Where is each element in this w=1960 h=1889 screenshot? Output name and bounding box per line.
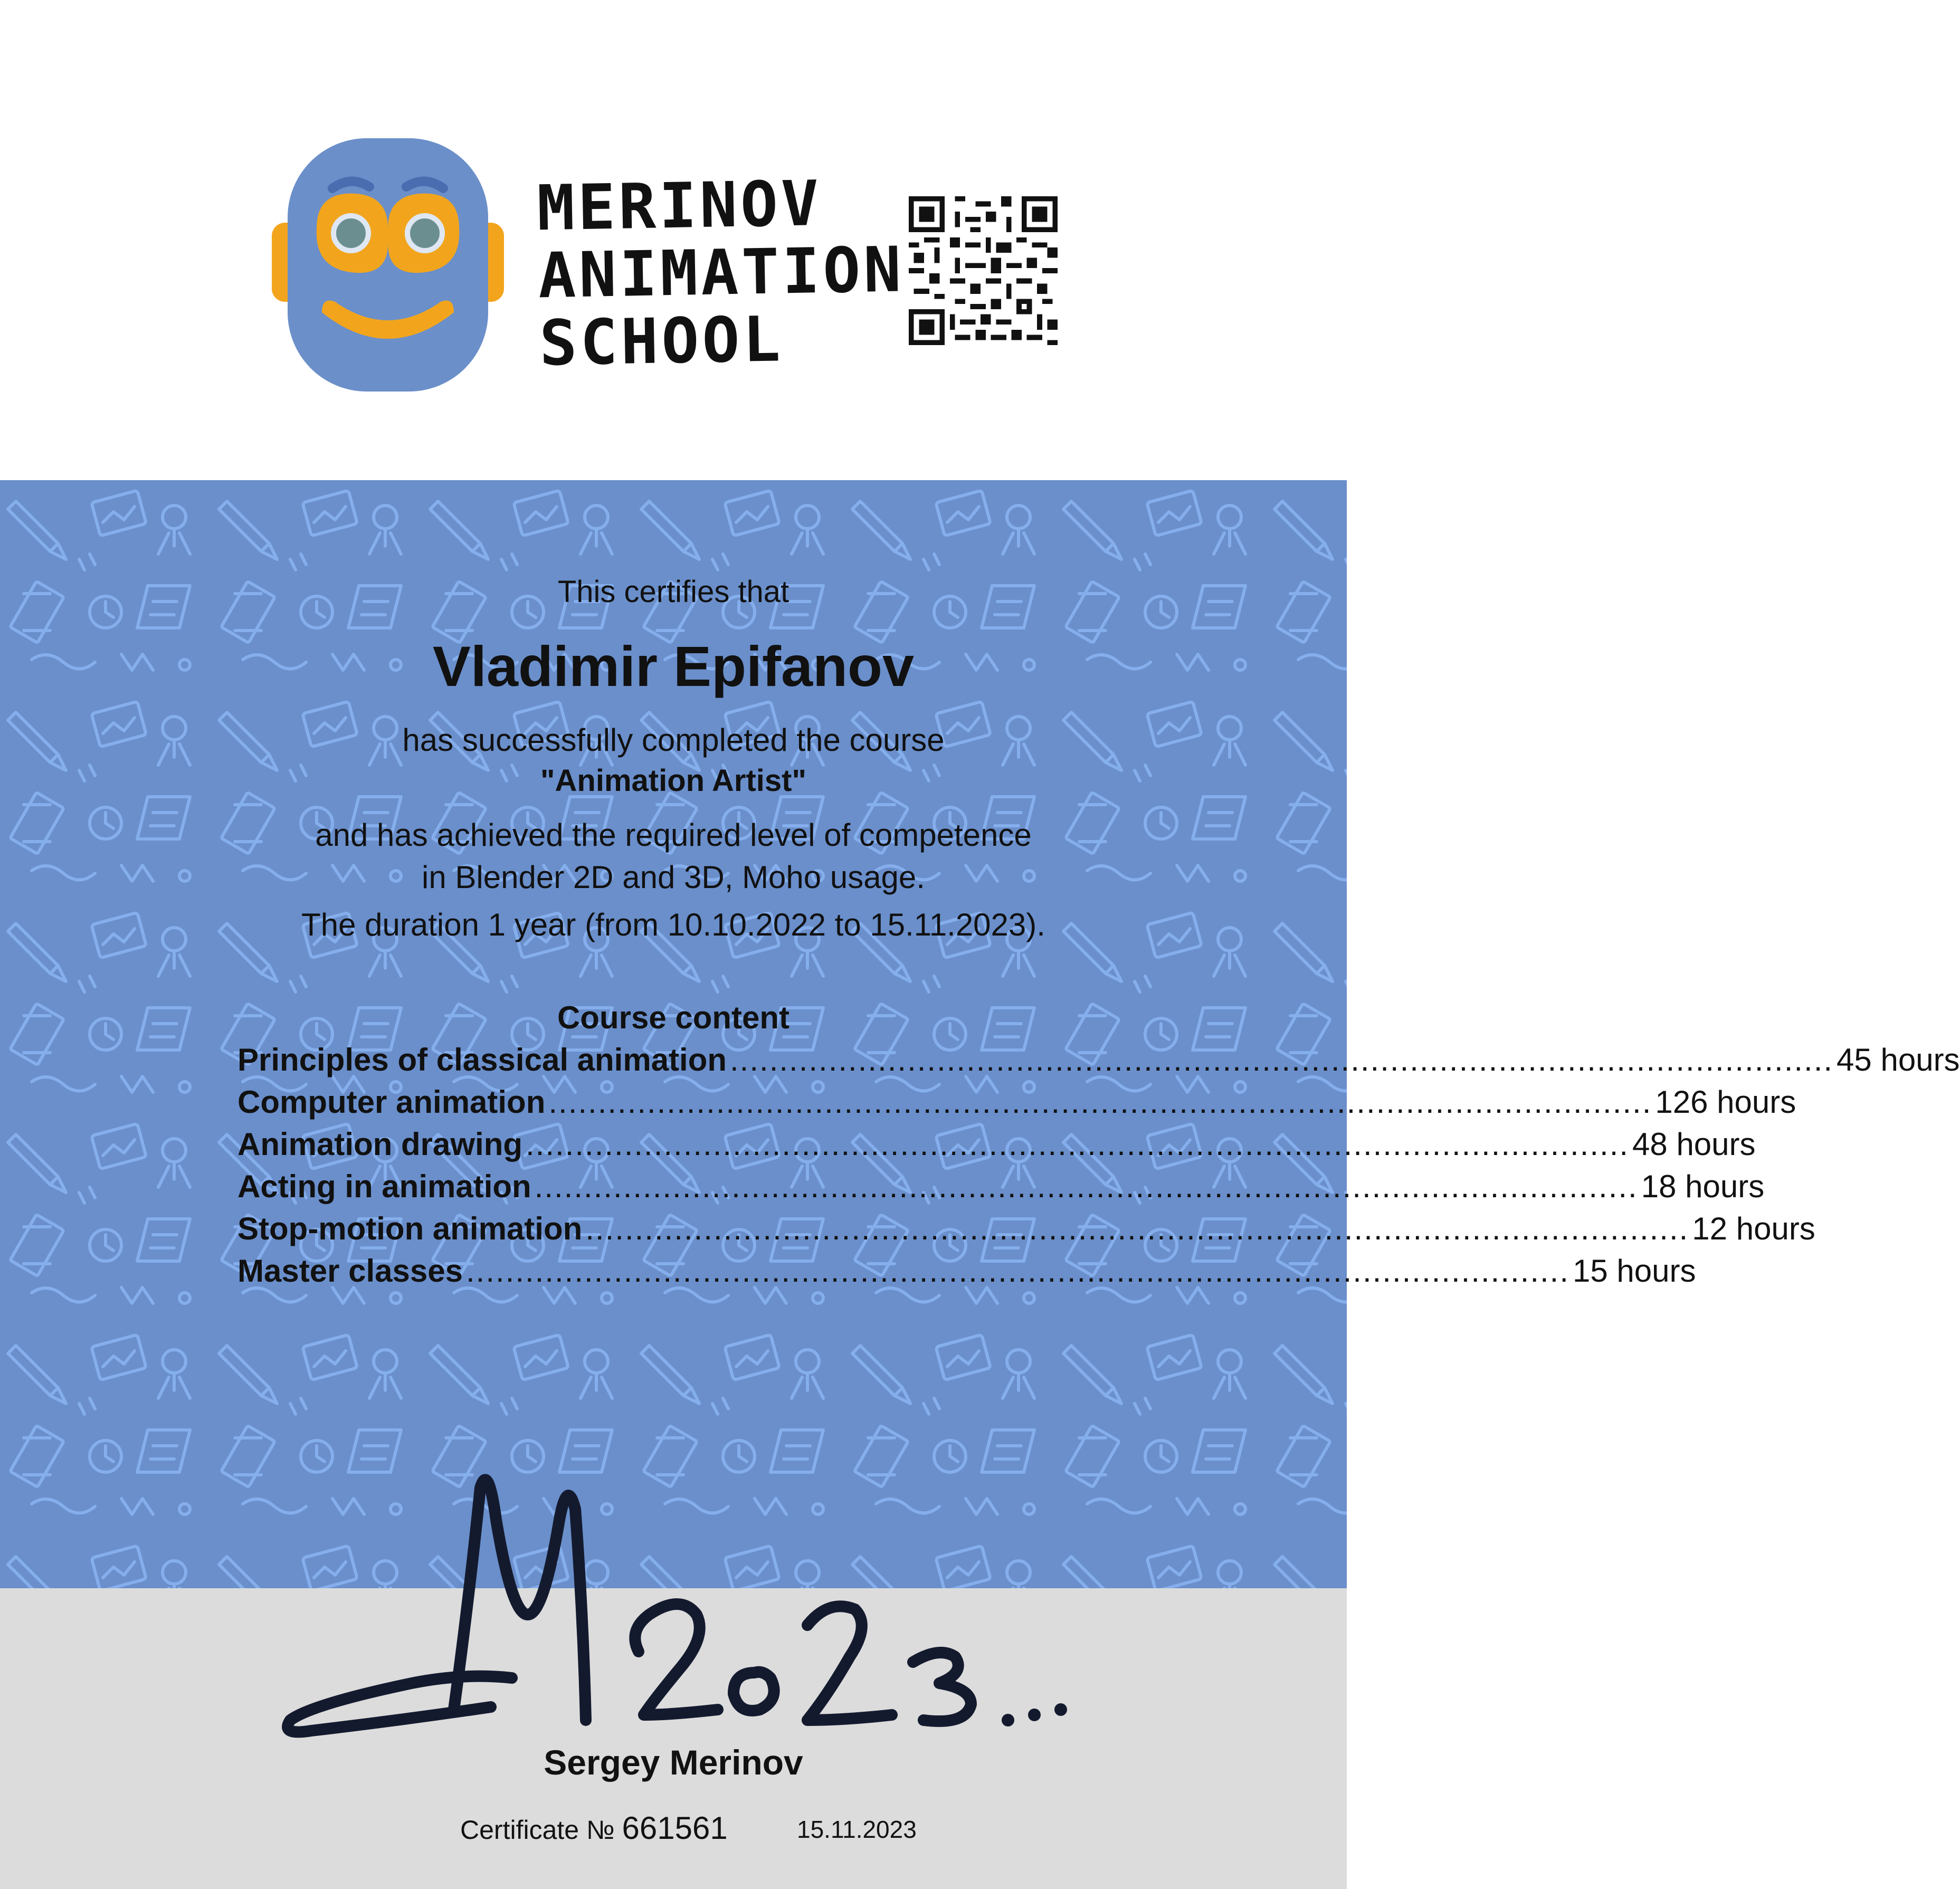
course-title: "Animation Artist" <box>540 764 806 798</box>
certificate-label: Certificate № <box>460 1815 615 1845</box>
course-item-name: Stop-motion animation <box>237 1211 583 1246</box>
course-item-hours: 48 hours <box>1632 1127 1756 1162</box>
achieved-text: and has achieved the required level of competence <box>315 817 1032 853</box>
list-item <box>237 1126 1756 1168</box>
course-item-hours: 45 hours <box>1837 1042 1960 1077</box>
mascot-logo-icon <box>272 138 504 392</box>
course-item-hours: 15 hours <box>1573 1253 1696 1289</box>
course-item-name: Principles of classical animation <box>237 1042 727 1077</box>
dot-leader: ................................................................................................................ <box>585 1211 1689 1246</box>
dot-leader: ................................................................................................................ <box>534 1169 1638 1204</box>
logo-line-2: ANIMATION <box>537 233 905 312</box>
dot-leader: ................................................................................................................ <box>526 1127 1630 1162</box>
certificate-number-value: 661561 <box>622 1810 728 1846</box>
logo-line-1: MERINOV <box>536 167 823 245</box>
handwritten-signature <box>280 1456 1103 1752</box>
course-item-hours: 18 hours <box>1641 1169 1765 1204</box>
completed-text: has successfully completed the course <box>402 722 945 758</box>
course-content-title: Course content <box>557 1000 790 1035</box>
tools-text: in Blender 2D and 3D, Moho usage. <box>422 860 925 895</box>
certifies-text: This certifies that <box>557 575 789 609</box>
certificate-date: 15.11.2023 <box>797 1816 917 1843</box>
school-logo-text <box>536 167 905 380</box>
signer-name: Sergey Merinov <box>544 1743 803 1782</box>
course-item-name: Acting in animation <box>237 1169 531 1204</box>
dot-leader: ................................................................................................................ <box>465 1253 1570 1289</box>
course-item-hours: 12 hours <box>1692 1211 1815 1246</box>
certificate-number <box>460 1810 728 1846</box>
course-item-hours: 126 hours <box>1655 1084 1796 1120</box>
dot-leader: ................................................................................................................ <box>548 1084 1652 1120</box>
course-content-list <box>237 1042 1960 1295</box>
list-item <box>237 1042 1960 1084</box>
dot-leader: ................................................................................................................ <box>730 1042 1834 1077</box>
qr-code-icon <box>909 196 1058 345</box>
course-item-name: Animation drawing <box>237 1127 522 1162</box>
duration-text: The duration 1 year (from 10.10.2022 to 15.11.2023). <box>301 907 1045 942</box>
course-item-name: Computer animation <box>237 1084 546 1120</box>
recipient-name: Vladimir Epifanov <box>432 634 915 698</box>
certificate-header <box>0 0 1347 480</box>
course-item-name: Master classes <box>237 1253 463 1289</box>
list-item <box>237 1210 1815 1253</box>
logo-line-3: SCHOOL <box>539 302 784 380</box>
list-item <box>237 1084 1796 1126</box>
list-item <box>237 1253 1696 1295</box>
list-item <box>237 1168 1765 1210</box>
